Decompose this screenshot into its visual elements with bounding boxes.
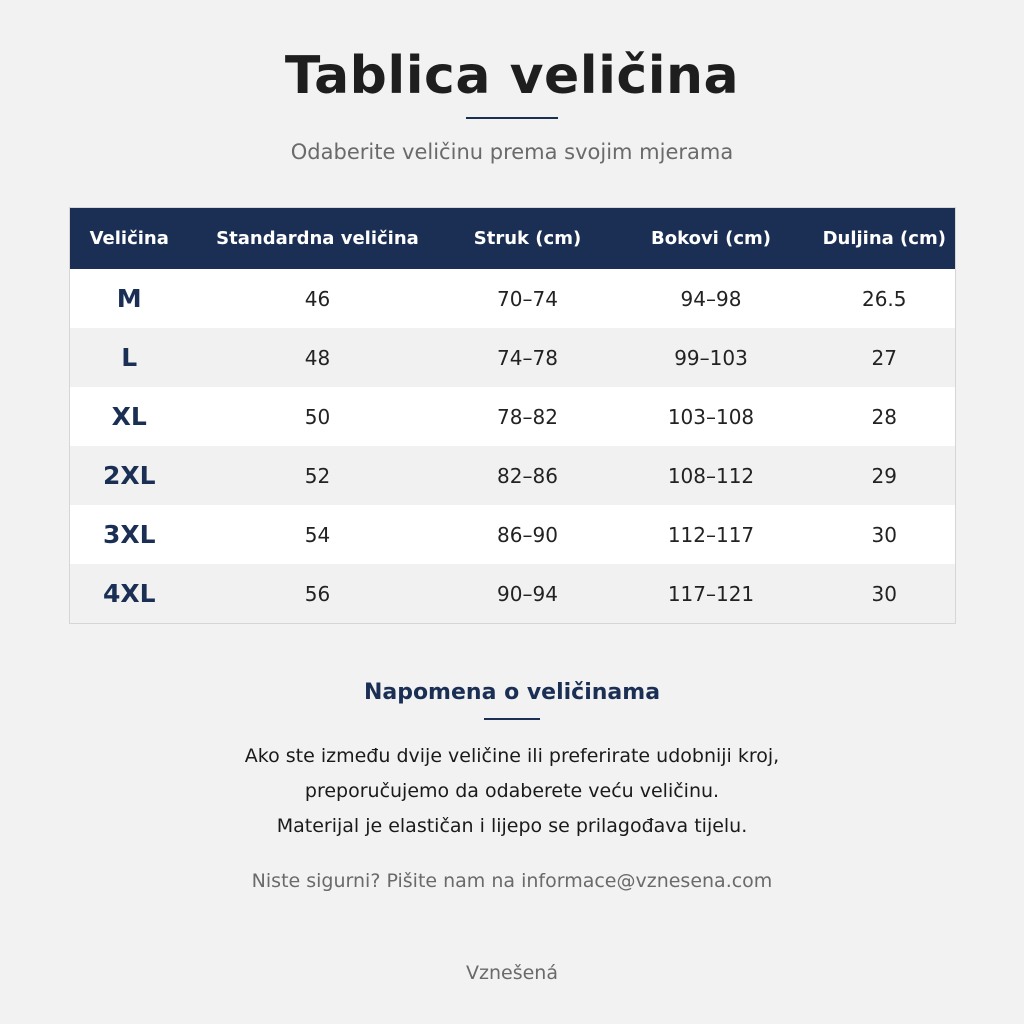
table-row bbox=[70, 387, 956, 446]
size-label: 3XL bbox=[70, 505, 189, 564]
table-row bbox=[70, 328, 956, 387]
size-note-title: Napomena o veličinama bbox=[363, 680, 661, 705]
hips-cell: 117–121 bbox=[609, 564, 814, 624]
table-row bbox=[70, 446, 956, 505]
hips-cell: 94–98 bbox=[609, 269, 814, 328]
page-subtitle: Odaberite veličinu prema svojim mjerama bbox=[290, 140, 734, 164]
standard-size-cell: 52 bbox=[189, 446, 447, 505]
size-label: 4XL bbox=[70, 564, 189, 624]
column-header-size: Veličina bbox=[70, 208, 189, 270]
size-note-line: Materijal je elastičan i lijepo se prilagođava tijelu. bbox=[276, 815, 748, 837]
waist-cell: 74–78 bbox=[447, 328, 609, 387]
brand-name: Vznešená bbox=[466, 962, 558, 984]
waist-cell: 70–74 bbox=[447, 269, 609, 328]
title-divider bbox=[466, 117, 558, 119]
table-header bbox=[70, 208, 956, 270]
length-cell: 29 bbox=[814, 446, 956, 505]
size-label: 2XL bbox=[70, 446, 189, 505]
size-chart-table bbox=[69, 207, 956, 624]
standard-size-cell: 46 bbox=[189, 269, 447, 328]
waist-cell: 78–82 bbox=[447, 387, 609, 446]
table-body bbox=[70, 269, 956, 624]
standard-size-cell: 54 bbox=[189, 505, 447, 564]
note-divider bbox=[484, 718, 540, 720]
length-cell: 27 bbox=[814, 328, 956, 387]
page-title: Tablica veličina bbox=[284, 46, 740, 106]
size-note-line: Ako ste između dvije veličine ili preferirate udobniji kroj, bbox=[244, 745, 780, 767]
hips-cell: 112–117 bbox=[609, 505, 814, 564]
hips-cell: 99–103 bbox=[609, 328, 814, 387]
length-cell: 30 bbox=[814, 564, 956, 624]
waist-cell: 90–94 bbox=[447, 564, 609, 624]
size-label: L bbox=[70, 328, 189, 387]
length-cell: 28 bbox=[814, 387, 956, 446]
column-header-standard-size: Standardna veličina bbox=[189, 208, 447, 270]
length-cell: 26.5 bbox=[814, 269, 956, 328]
table-row bbox=[70, 269, 956, 328]
column-header-waist: Struk (cm) bbox=[447, 208, 609, 270]
size-label: M bbox=[70, 269, 189, 328]
standard-size-cell: 50 bbox=[189, 387, 447, 446]
contact-text: Niste sigurni? Pišite nam na informace@vznesena.com bbox=[251, 870, 773, 892]
waist-cell: 82–86 bbox=[447, 446, 609, 505]
hips-cell: 108–112 bbox=[609, 446, 814, 505]
waist-cell: 86–90 bbox=[447, 505, 609, 564]
column-header-hips: Bokovi (cm) bbox=[609, 208, 814, 270]
standard-size-cell: 56 bbox=[189, 564, 447, 624]
table-row bbox=[70, 505, 956, 564]
standard-size-cell: 48 bbox=[189, 328, 447, 387]
size-note-line: preporučujemo da odaberete veću veličinu. bbox=[304, 780, 720, 802]
column-header-length: Duljina (cm) bbox=[814, 208, 956, 270]
size-label: XL bbox=[70, 387, 189, 446]
length-cell: 30 bbox=[814, 505, 956, 564]
hips-cell: 103–108 bbox=[609, 387, 814, 446]
table-header-row bbox=[70, 208, 956, 270]
table-row bbox=[70, 564, 956, 624]
